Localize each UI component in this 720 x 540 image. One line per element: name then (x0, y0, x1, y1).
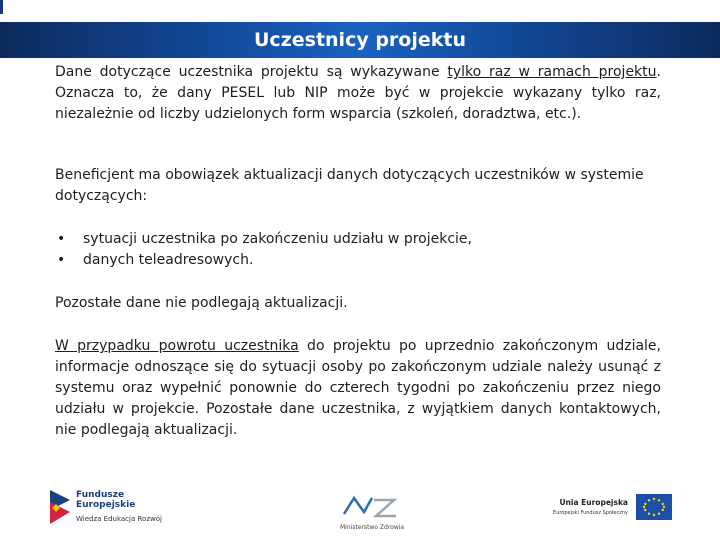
p1-text-start: Dane dotyczące uczestnika projektu są wykazywane (55, 64, 448, 80)
bullet-icon: • (57, 231, 66, 247)
fe-star-icon (46, 488, 72, 528)
title-bar (0, 22, 720, 58)
p4-text-end: do projektu po uprzednio zakończonym udziale, informacje odnoszące się do sytuacji osoby po zakończonym udziale należy usunąć z systemu oraz wypełnić ponownie do czterech tygodni po zakończeniu przez niego udziału w projekcie. Pozostałe dane uczestnika, z wyjątkiem danych kontaktowych, nie podlegają aktualizacji. (55, 338, 661, 438)
p2-text: Beneficjent ma obowiązek aktualizacji danych dotyczących uczestników w systemie dotyczących: (55, 167, 644, 204)
bullet-list (55, 229, 661, 271)
bullet-list-container (55, 229, 661, 271)
p1-underlined-text: tylko raz w ramach projektu (447, 64, 657, 80)
paragraph-3 (55, 293, 661, 314)
eu-flag-icon (636, 494, 672, 520)
ue-logo-subtitle: Europejski Fundusz Społeczny (553, 510, 628, 516)
paragraph-4 (55, 336, 661, 441)
unia-europejska-logo (548, 494, 678, 534)
fe-logo-text (76, 490, 135, 510)
mz-mark-icon (340, 492, 400, 522)
p3-text: Pozostałe dane nie podlegają aktualizacji. (55, 295, 348, 311)
bullet-icon: • (57, 252, 66, 268)
footer-logos (0, 480, 720, 540)
ministerstwo-zdrowia-logo (340, 492, 405, 534)
fundusze-europejskie-logo (46, 488, 176, 532)
slide-title: Uczestnicy projektu (254, 29, 466, 51)
fe-line-2: Europejskie (76, 500, 136, 510)
list-item (55, 250, 661, 271)
fe-line-1: Fundusze (76, 490, 125, 500)
paragraph-2 (55, 165, 661, 207)
corner-mark (0, 0, 3, 14)
ue-logo-title: Unia Europejska (559, 498, 628, 507)
p4-underlined-text: W przypadku powrotu uczestnika (55, 338, 299, 354)
paragraph-1 (55, 62, 661, 125)
bullet-text: danych teleadresowych. (83, 252, 254, 268)
bullet-text: sytuacji uczestnika po zakończeniu udziału w projekcie, (83, 231, 472, 247)
p1-text-end: . Oznacza to, że dany PESEL lub NIP może być w projekcie wykazany tylko raz, niezależnie od liczby udzielonych form wsparcia (szkoleń, doradztwa, etc.). (55, 64, 661, 122)
mz-logo-subtitle: Ministerstwo Zdrowia (340, 524, 405, 531)
fe-logo-subtitle: Wiedza Edukacja Rozwój (76, 515, 162, 523)
list-item (55, 229, 661, 250)
